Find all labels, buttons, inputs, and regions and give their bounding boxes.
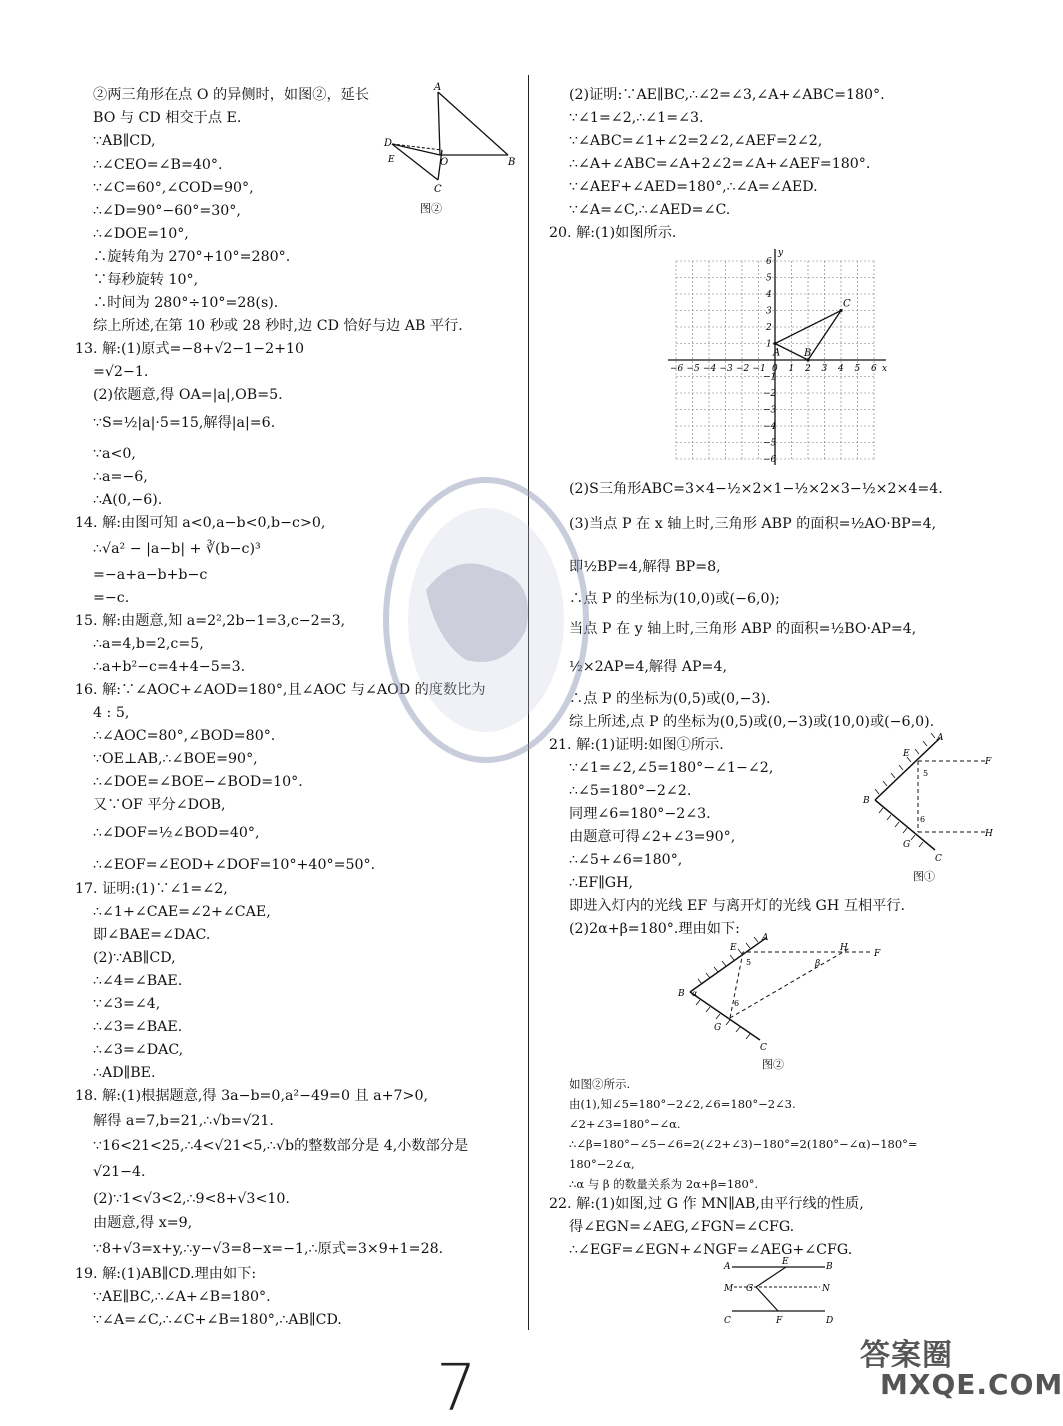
watermark-logo: 答案圈 [860,1338,953,1373]
text-line: 即∠BAE=∠DAC. [93,927,211,943]
x-tick-label: 5 [854,364,861,374]
text-line: ∴A(0,−6). [93,492,163,508]
text-line: ∴∠AOC=80°,∠BOD=80°. [93,728,276,744]
text-line: ②两三角形在点 O 的异侧时，如图②，延长 [93,87,370,103]
text-line: =−c. [93,590,130,606]
svg-text:A: A [724,1262,731,1272]
text-line: 22. 解:(1)如图,过 G 作 MN∥AB,由平行线的性质, [549,1196,864,1212]
text-line: ∴∠DOE=∠BOE−∠BOD=10°. [93,774,303,790]
text-line: ∵∠ABC=∠1+∠2=2∠2,∠AEF=2∠2, [569,133,823,149]
x-tick-label: 1 [788,364,795,374]
svg-text:B: B [508,157,516,168]
x-tick-label: 2 [805,364,811,374]
y-tick-label: −6 [763,455,777,465]
svg-text:E: E [730,943,737,953]
text-line: ∵∠A=∠C,∴∠AED=∠C. [569,202,731,218]
text-line: 20. 解:(1)如图所示. [549,225,677,241]
x-tick-label: 3 [821,364,828,374]
seal-watermark [366,470,606,780]
text-line: 由(1),知∠5=180°−2∠2,∠6=180°−2∠3. [569,1097,796,1111]
coordinate-graph [660,240,890,470]
x-tick-label: −4 [703,364,717,374]
text-line: ∵OE⊥AB,∴∠BOE=90°, [93,751,258,767]
figure-caption: 图② [762,1058,784,1071]
text-line: 19. 解:(1)AB∥CD.理由如下: [75,1266,257,1282]
text-line: (2)证明:∵AE∥BC,∴∠2=∠3,∠A+∠ABC=180°. [569,87,885,103]
figure-caption: 图① [913,870,935,883]
svg-text:H: H [840,943,848,953]
text-line: ∴AD∥BE. [93,1065,156,1081]
svg-text:5: 5 [923,769,929,778]
text-line: ∴a=4,b=2,c=5, [93,636,204,652]
svg-text:6: 6 [734,999,740,1008]
text-line: =−a+a−b+b−c [93,567,208,583]
text-line: ∴点 P 的坐标为(10,0)或(−6,0); [569,591,780,607]
text-line: ∵AE∥BC,∴∠A+∠B=180°. [93,1289,271,1305]
y-tick-label: −1 [763,372,777,383]
text-line: ∵∠A=∠C,∴∠C+∠B=180°,∴AB∥CD. [93,1312,342,1328]
text-line: ∵8+√3=x+y,∴y−√3=8−x=−1,∴原式=3×9+1=28. [93,1241,444,1257]
text-line: ∴旋转角为 270°+10°=280°. [93,249,291,265]
svg-text:E: E [903,749,910,759]
text-line: (2)∵AB∥CD, [93,950,176,966]
svg-text:G: G [903,840,911,850]
y-tick-label: 6 [766,257,772,267]
text-line: BO 与 CD 相交于点 E. [93,110,242,126]
text-line: ∴√a² − |a−b| + ∛(b−c)³ [93,541,261,557]
svg-text:A: A [937,733,944,743]
figure-parallel-lines [720,1255,840,1330]
x-tick-label: −1 [752,364,766,374]
svg-text:C: C [724,1316,731,1326]
svg-text:O: O [440,157,449,168]
text-line: (2)S三角形ABC=3×4−½×2×1−½×2×3−½×2×4=4. [569,481,943,497]
text-line: (2)2α+β=180°.理由如下: [569,921,740,937]
svg-text:H: H [985,829,993,839]
text-line: ∵∠1=∠2,∴∠1=∠3. [569,110,704,126]
svg-text:F: F [874,949,881,959]
text-line: 17. 证明:(1)∵∠1=∠2, [75,881,228,897]
figure-triangles-left [380,82,520,222]
point-label: C [843,298,851,310]
svg-text:B: B [678,989,685,999]
svg-text:B: B [826,1262,833,1272]
text-line: 综上所述,在第 10 秒或 28 秒时,边 CD 恰好与边 AB 平行. [93,318,463,334]
y-tick-label: 5 [766,273,772,284]
x-tick-label: 6 [871,364,877,374]
text-line: 15. 解:由题意,知 a=2²,2b−1=3,c−2=3, [75,613,346,629]
svg-text:6: 6 [920,815,926,824]
svg-text:M: M [724,1284,734,1294]
text-line: ∴∠EOF=∠EOD+∠DOF=10°+40°=50°. [93,857,376,873]
svg-text:G: G [746,1284,754,1294]
text-line: 180°−2∠α, [569,1157,635,1171]
svg-text:C: C [434,184,442,195]
text-line: ∵∠C=60°,∠COD=90°, [93,180,254,196]
text-line: ½×2AP=4,解得 AP=4, [569,659,727,675]
text-line: 综上所述,点 P 的坐标为(0,5)或(0,−3)或(10,0)或(−6,0). [569,714,935,730]
svg-text:A: A [762,933,769,943]
text-line: ∴EF∥GH, [569,875,633,891]
text-line: (2)依题意,得 OA=|a|,OB=5. [93,387,283,403]
text-line: =√2−1. [93,364,149,380]
page-number: 7 [436,1352,477,1426]
svg-text:C: C [760,1043,767,1053]
text-line: ∴a=−6, [93,469,148,485]
svg-text:E: E [782,1257,789,1267]
text-line: ∠2+∠3=180°−∠α. [569,1117,681,1131]
figure-mirror-1 [855,730,995,883]
text-line: ∵∠AEF+∠AED=180°,∴∠A=∠AED. [569,179,818,195]
svg-text:C: C [935,854,942,864]
text-line: ∵S=½|a|·5=15,解得|a|=6. [93,415,276,431]
y-tick-label: 4 [766,290,772,300]
y-tick-label: −4 [763,422,777,432]
point-label: B [804,348,812,359]
svg-text:D: D [384,138,393,149]
text-line: ∵∠1=∠2,∠5=180°−∠1−∠2, [569,760,774,776]
y-tick-label: −3 [763,405,777,416]
text-line: ∴∠3=∠BAE. [93,1019,183,1035]
y-tick-label: 3 [766,306,772,317]
text-line: ∴时间为 280°÷10°=28(s). [93,295,279,311]
text-line: ∴∠A+∠ABC=∠A+2∠2=∠A+∠AEF=180°. [569,156,871,172]
svg-text:G: G [714,1023,722,1033]
y-tick-label: −2 [763,389,777,399]
text-line: ∵a<0, [93,446,136,462]
text-line: 同理∠6=180°−2∠3. [569,806,711,822]
watermark-url: MXQE.COM [880,1368,1063,1401]
y-tick-label: 2 [766,323,772,333]
text-line: 4 : 5, [93,705,130,721]
text-line: ∴a+b²−c=4+4−5=3. [93,659,246,675]
text-line: 又∵OF 平分∠DOB, [93,797,226,813]
text-line: ∴∠β=180°−∠5−∠6=2(∠2+∠3)−180°=2(180°−∠α)−180°= [569,1137,918,1151]
x-tick-label: 4 [838,364,844,374]
x-tick-label: 0 [772,364,778,374]
text-line: √21−4. [93,1164,146,1180]
y-tick-label: −5 [763,438,777,449]
x-tick-label: −3 [719,364,733,374]
x-tick-label: −6 [670,364,684,374]
text-line: ∴∠D=90°−60°=30°, [93,203,241,219]
svg-text:5: 5 [746,958,752,967]
text-line: (3)当点 P 在 x 轴上时,三角形 ABP 的面积=½AO·BP=4, [569,516,937,532]
x-axis-label: x [882,364,888,374]
figure-caption: 图② [420,202,442,215]
svg-text:F: F [985,757,992,767]
text-line: 21. 解:(1)证明:如图①所示. [549,737,724,753]
text-line: ∴∠DOF=½∠BOD=40°, [93,825,260,841]
text-line: 当点 P 在 y 轴上时,三角形 ABP 的面积=½BO·AP=4, [569,621,917,637]
text-line: 解得 a=7,b=21,∴√b=√21. [93,1113,274,1129]
text-line: ∴∠CEO=∠B=40°. [93,157,223,173]
svg-text:E: E [388,155,395,165]
point-label: A [773,347,781,359]
svg-text:F: F [776,1316,783,1326]
svg-text:N: N [822,1284,830,1294]
text-line: ∴α 与 β 的数量关系为 2α+β=180°. [569,1177,759,1191]
text-line: ∴点 P 的坐标为(0,5)或(0,−3). [569,691,771,707]
text-line: ∵∠3=∠4, [93,996,161,1012]
text-line: ∴∠5+∠6=180°, [569,852,683,868]
text-line: 即½BP=4,解得 BP=8, [569,559,721,575]
text-line: ∴∠DOE=10°, [93,226,189,242]
x-tick-label: −2 [736,364,750,374]
svg-text:β: β [815,959,821,969]
figure-mirror-2 [670,930,900,1070]
data-point [773,342,776,345]
y-axis-label: y [778,248,784,258]
svg-text:B: B [863,796,870,806]
text-line: 如图②所示. [569,1077,631,1091]
text-line: ∴∠EGF=∠EGN+∠NGF=∠AEG+∠CFG. [569,1242,853,1258]
text-line: 即进入灯内的光线 EF 与离开灯的光线 GH 互相平行. [569,898,906,914]
y-tick-label: 1 [766,339,772,350]
text-line: 14. 解:由图可知 a<0,a−b<0,b−c>0, [75,515,326,531]
text-line: 得∠EGN=∠AEG,∠FGN=∠CFG. [569,1219,795,1235]
text-line: ∴∠1+∠CAE=∠2+∠CAE, [93,904,271,920]
text-line: 由题意可得∠2+∠3=90°, [569,829,736,845]
text-line: 18. 解:(1)根据题意,得 3a−b=0,a²−49=0 且 a+7>0, [75,1088,428,1104]
x-tick-label: −5 [686,364,700,374]
svg-text:α: α [692,989,698,998]
text-line: 16. 解:∵∠AOC+∠AOD=180°,且∠AOC 与∠AOD 的度数比为 [75,682,486,698]
text-line: ∵每秒旋转 10°, [93,272,199,288]
text-line: ∵AB∥CD, [93,133,156,149]
svg-text:D: D [826,1316,834,1326]
text-line: ∴∠4=∠BAE. [93,973,183,989]
svg-text:A: A [434,82,442,93]
text-line: ∴∠3=∠DAC, [93,1042,184,1058]
text-line: ∵16<21<25,∴4<√21<5,∴√b的整数部分是 4,小数部分是 [93,1138,469,1154]
text-line: (2)∵1<√3<2,∴9<8+√3<10. [93,1191,290,1207]
text-line: ∴∠5=180°−2∠2. [569,783,692,799]
text-line: 由题意,得 x=9, [93,1215,193,1231]
text-line: 13. 解:(1)原式=−8+√2−1−2+10 [75,341,305,357]
